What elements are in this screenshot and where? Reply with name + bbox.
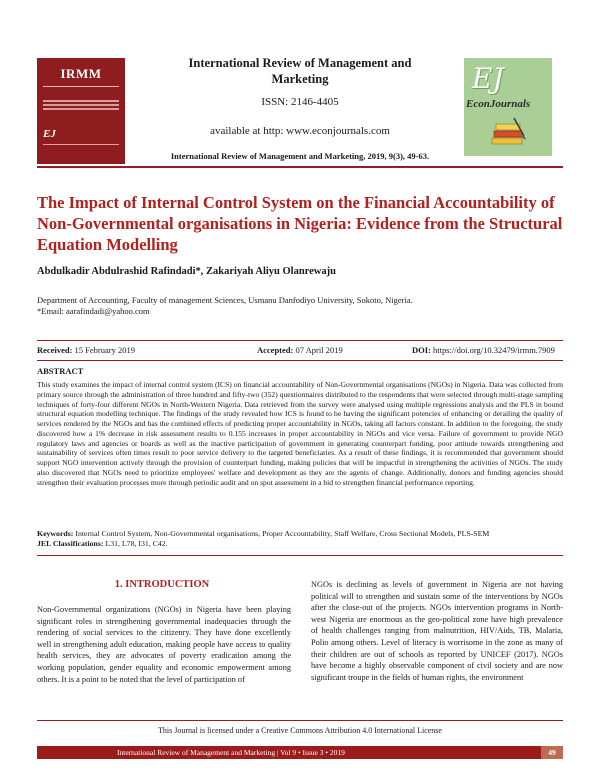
journal-citation: International Review of Management and Marketing, 2019, 9(3), 49-63.	[170, 151, 430, 161]
header-divider	[37, 166, 563, 168]
cover-divider	[43, 144, 119, 145]
author-email: *Email: aarafindadi@yahoo.com	[37, 306, 150, 316]
abstract-text: This study examines the impact of internal control system (ICS) on financial accountability of Non-Governmental organisations (NGOs) in Nigeria. Data was collected from primary source through the administration of three hundred and fifty-two (352) questionnaires distributed to the respondents that were selected through multi-stage sampling techniques of forty-four different NGOs in North-Western Nigeria. Data retrieved from the survey were analysed using multiple regressions analysis and the PLS in bound structural equation modelling technique. The findings of the study revealed how ICS is found to be having the significant potencies of enhancing or derailing the quality of services rendered by the NGOs and has the combined effects of predicting proper accountability in NGOs, taking all factors constant. In addition to the foregoing, the study discovered how a 1% decrease in risk assessment results to 0.155 increases in proper accountability in NGOs and vice versa. Failure of government to provide NGO regulatory laws and agencies or boards as well as the inactive participation of government in generating counterpart funding, poor attitude towards strengthening and sustainability of services often times result to poor service delivery to the targeted beneficiaries. As a result of these findings, it is recommended that government should support NGO intervention actively through the provision of counterpart funding, making policies that will be impactful in strengthening the activities of NGOs. The study also discovered that NGOs need to prioritize employees' welfare and development as they are the agents of change. Additionally, donors and funding agencies should strengthen their evaluation processes more through periodic audit and on spot assessment in a bid to strengthen financial performance reporting.	[37, 380, 563, 487]
journal-title: International Review of Management and Marketing	[188, 56, 412, 86]
doi[interactable]: DOI: https://doi.org/10.32479/irmm.7909	[412, 345, 555, 355]
page-footer	[37, 746, 563, 759]
logo-monogram: EJ	[472, 62, 504, 95]
journal-issn: ISSN: 2146-4405	[261, 96, 339, 108]
keywords-rule	[37, 555, 563, 556]
received-date: Received: 15 February 2019	[37, 345, 135, 355]
keywords-block	[37, 529, 563, 549]
keywords-line: Keywords: Internal Control System, Non-Governmental organisations, Proper Accountability, Staff Welfare, Cross Sectional Models, PLS-SEM	[37, 529, 490, 538]
books-icon	[486, 116, 530, 157]
dates-top-rule	[37, 340, 563, 341]
paper-authors: Abdulkadir Abdulrashid Rafindadi*, Zakariyah Aliyu Olanrewaju	[37, 266, 336, 277]
intro-left-column: Non-Governmental organizations (NGOs) in Nigeria have been playing significant roles in strengthening governmental inadequacies through the rendering of social services to the citizenry. They have done excellently well in strengthening adult education, making people have access to quality health services, they are advocates of poverty eradication among the working population, gender equality and economic empowerment among others. It is a point to be noted that the level of participation of	[37, 605, 291, 684]
dates-bottom-rule	[37, 360, 563, 361]
accepted-date: Accepted: 07 April 2019	[257, 345, 343, 355]
cover-title: IRMM	[60, 66, 102, 81]
affiliation-block	[37, 295, 563, 317]
logo-wordmark: EconJournals	[466, 98, 531, 110]
intro-right-column: NGOs is declining as levels of government in Nigeria are not having political will to strengthen and sustain some of the interventions by NGOs after the close-out of the projects. NGOs intervention programs in North-west Nigeria are enormous as the geo-political zone have high prevalence of health challenges ranging from malnutrition, HIV/Aids, TB, Malaria, Polio among others. Level of literacy is worrisome in the zone as many of their children are out of schools as reported by UNICEF (2017). NGOs have become a highly observable component of civil society and are now significant troupe in the fields of human rights, the environment	[311, 580, 563, 682]
license-rule	[37, 720, 563, 721]
affiliation: Department of Accounting, Faculty of management Sciences, Usmanu Danfodiyo University, Sokoto, Nigeria.	[37, 295, 413, 305]
section-heading-introduction: 1. INTRODUCTION	[114, 579, 210, 590]
page-number: 49	[541, 746, 563, 759]
paper-title: The Impact of Internal Control System on the Financial Accountability of Non-Governmental organisations in Nigeria: Evidence from the Structural Equation Modelling	[37, 193, 563, 254]
econjournals-logo	[464, 58, 552, 156]
abstract-heading: ABSTRACT	[37, 366, 84, 376]
journal-url: available at http: www.econjournals.com	[210, 125, 390, 137]
cover-rule	[43, 86, 119, 87]
cover-ej-mark: EJ	[43, 128, 56, 140]
journal-cover-image	[37, 58, 125, 164]
license-notice: This Journal is licensed under a Creative Commons Attribution 4.0 International License	[158, 726, 442, 735]
footer-journal: International Review of Management and Marketing | Vol 9 • Issue 3 • 2019	[117, 748, 345, 757]
jel-line: JEL Classifications: L31, L78, I31, C42.	[37, 539, 168, 548]
cover-lines	[43, 98, 119, 112]
